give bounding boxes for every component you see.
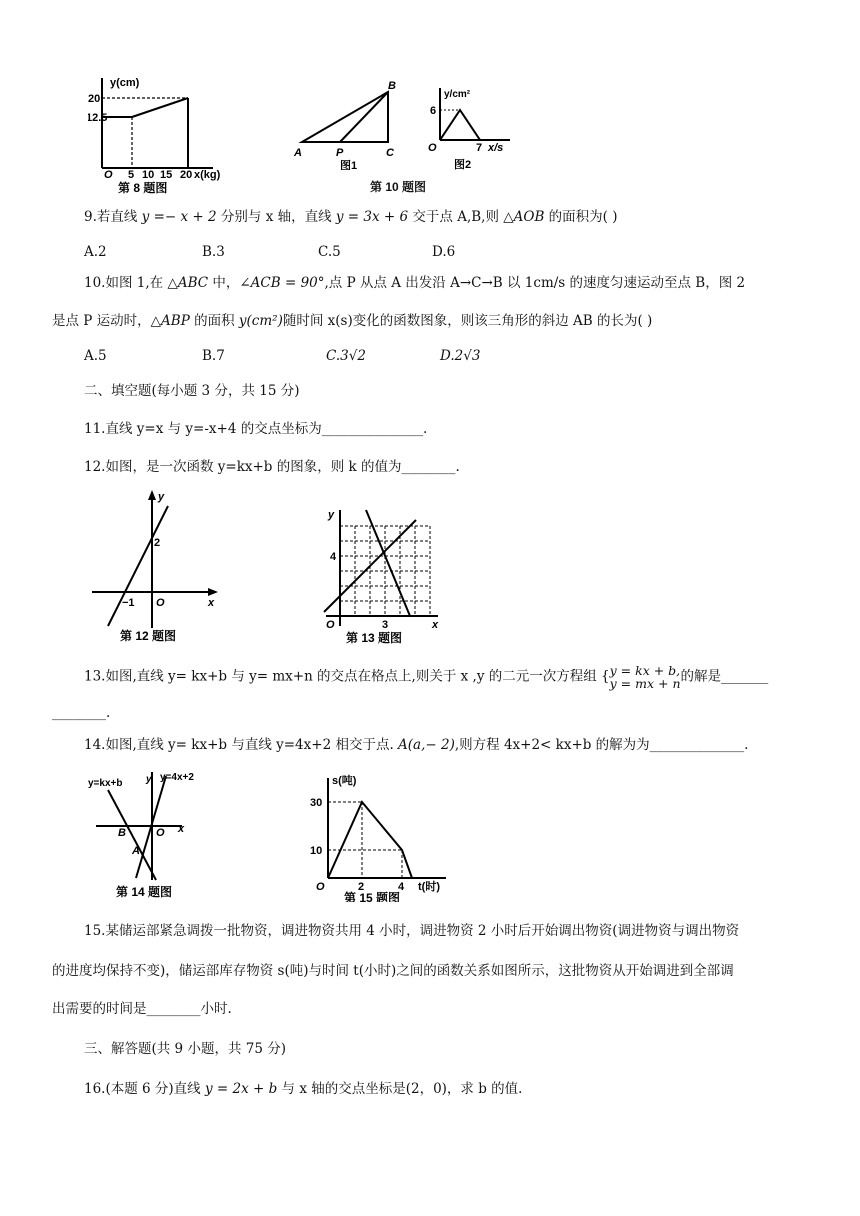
- question-12: 12.如图，是一次函数 y=kx+b 的图象，则 k 的值为________.: [84, 459, 460, 475]
- fig15-tick-10: 10: [310, 845, 323, 857]
- fig10b-caption: 图2: [454, 159, 472, 170]
- q9-option-c: C.5: [318, 244, 341, 260]
- q10-math-2: ∠ACB = 90°: [239, 275, 325, 291]
- figure-q10-2-graph: [420, 84, 520, 170]
- fig15-xlabel: t(时): [418, 881, 440, 893]
- fig10b-ylabel: y/cm²: [444, 89, 471, 100]
- fig12-tick-2: 2: [154, 537, 161, 549]
- q10-text-a: 10.如图 1,在: [84, 275, 168, 291]
- fig10-label-C: C: [386, 147, 394, 159]
- fig10-caption-1: 图1: [340, 160, 358, 170]
- fig12-x-axis-label: x: [208, 597, 215, 609]
- fig8-tick-20: 20: [88, 93, 101, 105]
- fig8-caption: 第 8 题图: [118, 181, 168, 194]
- question-16: [84, 1080, 522, 1098]
- q10-option-d: D.2√3: [440, 348, 481, 364]
- q16-math: y = 2x + b: [204, 1081, 278, 1097]
- fig8-ylabel: y(cm): [110, 77, 140, 89]
- q13-text-b: 的解是_______: [680, 668, 769, 685]
- q10-text-f: 随时间 x(s)变化的函数图象，则该三角形的斜边 AB 的长为( ): [282, 313, 653, 329]
- q9-text-d: 的面积为( ): [544, 209, 618, 225]
- fig14-line1-label: y=kx+b: [88, 778, 123, 789]
- fig10b-origin: O: [428, 142, 437, 154]
- q10-option-a: A.5: [84, 348, 107, 364]
- figure-q14: [88, 768, 198, 902]
- q10-option-b: B.7: [202, 348, 225, 364]
- q10-text-d: 是点 P 运动时，: [52, 313, 151, 329]
- figure-q8: [88, 72, 228, 194]
- fig10-caption: 第 10 题图: [370, 180, 427, 194]
- question-14: [84, 736, 748, 754]
- fig13-origin: O: [326, 619, 335, 631]
- q9-option-a: A.2: [84, 244, 107, 260]
- fig14-x-axis-label: x: [178, 823, 185, 835]
- question-15-line-3: 出需要的时间是________小时.: [52, 1001, 232, 1017]
- fig10b-tick-6: 6: [430, 105, 437, 117]
- fig13-tick-3: 3: [382, 619, 389, 631]
- question-13-continued: ________.: [52, 705, 111, 721]
- q13-equation-1: y = kx + b,: [609, 663, 681, 678]
- question-10-line-1: [84, 274, 745, 292]
- q10-text-e: 的面积: [189, 313, 239, 329]
- figure-q10-2: [420, 84, 520, 170]
- figure-q10-1-triangle: [290, 78, 410, 170]
- fig14-origin: O: [156, 827, 165, 839]
- q9-text-c: 交于点 A,B,则: [408, 209, 504, 225]
- fig10-label-A: A: [294, 147, 302, 159]
- q14-text-b: ,则方程 4x+2< kx+b 的解为为______________.: [454, 737, 749, 753]
- fig13-x-axis-label: x: [432, 619, 439, 631]
- fig13-tick-4: 4: [330, 551, 337, 563]
- question-9: [84, 208, 618, 226]
- q9-text-b: 分别与 x 轴，直线: [216, 209, 336, 225]
- figure-q15-graph: [308, 772, 458, 902]
- fig14-caption: 第 14 题图: [116, 885, 173, 899]
- question-11: 11.直线 y=x 与 y=-x+4 的交点坐标为_______________.: [84, 421, 428, 437]
- fig14-line2-label: y=4x+2: [160, 772, 194, 783]
- figure-q8-graph: [88, 72, 228, 194]
- fig15-tick-2: 2: [358, 881, 365, 893]
- fig10-label-P: P: [336, 147, 344, 159]
- fig13-caption: 第 13 题图: [346, 631, 403, 645]
- q9-math-2: y = 3x + 6: [335, 209, 409, 225]
- q10-option-c: C.3√2: [326, 348, 366, 364]
- fig10b-tick-7: 7: [476, 142, 483, 154]
- fig8-xlabel: x(kg): [194, 169, 221, 181]
- fig12-y-axis-label: y: [158, 491, 165, 503]
- fig15-tick-4: 4: [398, 881, 405, 893]
- q9-option-b: B.3: [202, 244, 225, 260]
- section-3-heading: 三、解答题(共 9 小题，共 75 分): [84, 1041, 286, 1057]
- q9-option-d: D.6: [432, 244, 456, 260]
- q13-text-a: 13.如图,直线 y= kx+b 与 y= mx+n 的交点在格点上,则关于 x ,y 的二元一次方程组 {: [84, 668, 610, 685]
- figure-q13: [316, 504, 446, 648]
- q9-text-a: 9.若直线: [84, 209, 142, 225]
- fig8-origin: O: [104, 169, 113, 181]
- q10-math-4: y(cm²): [238, 313, 283, 329]
- question-13: [84, 663, 769, 691]
- q10-text-b: 中，: [208, 275, 240, 291]
- fig10-label-B: B: [388, 80, 396, 92]
- fig12-caption: 第 12 题图: [120, 629, 177, 643]
- fig8-tick-5: 5: [128, 169, 135, 181]
- figure-q12-graph: [88, 488, 228, 646]
- fig14-y-axis-label: y: [146, 774, 152, 785]
- fig12-tick-neg1: −1: [122, 597, 135, 609]
- fig15-origin: O: [316, 881, 325, 893]
- q9-math-3: △AOB: [503, 209, 545, 225]
- section-2-heading: 二、填空题(每小题 3 分，共 15 分): [84, 383, 300, 399]
- figure-q10-1: [290, 78, 410, 170]
- figure-q13-graph: [316, 504, 446, 648]
- fig14-label-A: A: [132, 845, 140, 857]
- q16-text-a: 16.(本题 6 分)直线: [84, 1081, 205, 1097]
- fig13-y-axis-label: y: [328, 509, 335, 521]
- fig8-tick-15: 15: [160, 169, 173, 181]
- q9-math-1: y =− x + 2: [141, 209, 217, 225]
- fig10b-xlabel: x/s: [488, 142, 504, 154]
- question-15-line-1: 15.某储运部紧急调拨一批物资，调进物资共用 4 小时，调进物资 2 小时后开始调出物资(调进物资与调出物资: [84, 923, 740, 939]
- question-10-line-2: [52, 312, 652, 330]
- q13-system: [610, 664, 681, 690]
- question-15-line-2: 的进度均保持不变)，储运部库存物资 s(吨)与时间 t(小时)之间的函数关系如图所示，这批物资从开始调进到全部调: [52, 963, 734, 979]
- q10-math-1: △ABC: [167, 275, 209, 291]
- figure-q15: [308, 772, 458, 902]
- fig15-ylabel: s(吨): [332, 775, 357, 787]
- q16-text-b: 与 x 轴的交点坐标是(2，0)，求 b 的值.: [277, 1081, 523, 1097]
- figure-q14-graph: [88, 768, 198, 902]
- q14-text-a: 14.如图,直线 y= kx+b 与直线 y=4x+2 相交于点.: [84, 737, 399, 753]
- fig8-tick-20x: 20: [180, 169, 193, 181]
- fig15-tick-30: 30: [310, 797, 323, 809]
- fig15-caption: 第 15 题图: [344, 891, 401, 902]
- q10-math-3: △ABP: [150, 313, 190, 329]
- fig14-label-B: B: [118, 827, 126, 839]
- q13-equation-2: y = mx + n: [609, 676, 681, 691]
- fig8-tick-12-5: 12.5: [88, 112, 108, 124]
- fig8-tick-10: 10: [142, 169, 155, 181]
- q10-text-c: ,点 P 从点 A 出发沿 A→C→B 以 1cm/s 的速度匀速运动至点 B，图 2: [324, 275, 746, 291]
- fig12-origin: O: [156, 597, 165, 609]
- figure-q12: [88, 488, 228, 646]
- q14-math: A(a,− 2): [398, 737, 455, 753]
